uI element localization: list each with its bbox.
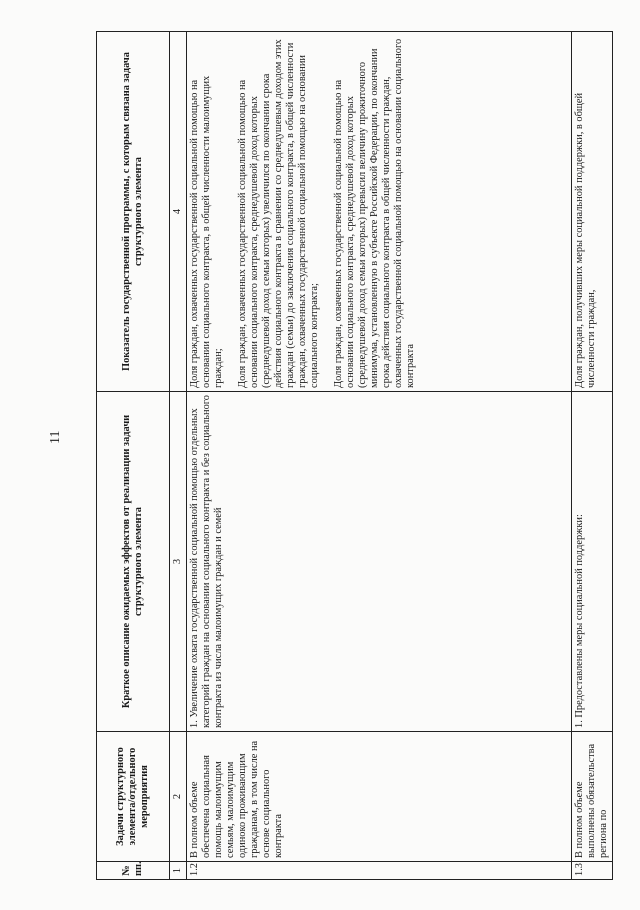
- indicator-text: Доля граждан, охваченных государственной социальной помощью на основании социального контракта, среднедушевой доход которых (среднедушевой доход семьи которых) увеличился по окончании срока действия социального контракта в сравнении со среднедушевым доходом этих граждан (семьи) до заключения социального контракта, в общей численности граждан, охваченных государственной социальной помощью на основании социального контракта;: [237, 39, 320, 388]
- row-number: 1.3: [572, 862, 613, 880]
- column-number: 4: [170, 32, 187, 392]
- row-task: В полном объеме выполнены обязательства региона по: [572, 732, 613, 862]
- table-header-row: [97, 32, 170, 880]
- indicator-text: Доля граждан, получивших меры социальной поддержки, в общей численности граждан,: [574, 92, 597, 388]
- row-task: В полном объеме обеспечена социальная помощь малоимущим семьям, малоимущим одиноко проживающим гражданам, в том числе на основе социального контракта: [187, 732, 572, 862]
- row-effect: 1. Увеличение охвата государственной социальной помощью отдельных категорий граждан на основании социального контракта и без социального контракта из числа малоимущих граждан и семей: [187, 392, 572, 732]
- row-number: 1.2: [187, 862, 572, 880]
- row-indicators: [572, 32, 613, 392]
- page-number: 11: [48, 430, 63, 444]
- table-row: [187, 32, 572, 880]
- indicator-text: Доля граждан, охваченных государственной социальной помощью на основании социального контракта, среднедушевой доход которых (среднедушевой доход семьи которых) превысил величину прожиточного минимума, установленную в субъекте Российской Федерации, по окончании срока действия социального контракта в общей численности граждан, охваченных государственной социальной помощью на основании социального контракта: [333, 38, 416, 388]
- table-row: [572, 32, 613, 880]
- column-number: 1: [170, 862, 187, 880]
- header-indicator: Показатель государственной программы, с которым связана задача структурного элемента: [97, 32, 170, 392]
- header-task: Задачи структурного элемента/отдельного мероприятия: [97, 732, 170, 862]
- header-effect: Краткое описание ожидаемых эффектов от реализации задачи структурного элемента: [97, 392, 170, 732]
- column-number: 3: [170, 392, 187, 732]
- column-number: 2: [170, 732, 187, 862]
- row-effect: 1. Предоставлены меры социальной поддержки:: [572, 392, 613, 732]
- header-number: № пп.: [97, 862, 170, 880]
- column-number-row: [170, 32, 187, 880]
- program-table: [96, 31, 613, 880]
- table-container: [96, 32, 616, 880]
- indicator-text: Доля граждан, охваченных государственной социальной помощью на основании социального контракта, в общей численности малоимущих граждан;: [189, 75, 224, 388]
- row-indicators: [187, 32, 572, 392]
